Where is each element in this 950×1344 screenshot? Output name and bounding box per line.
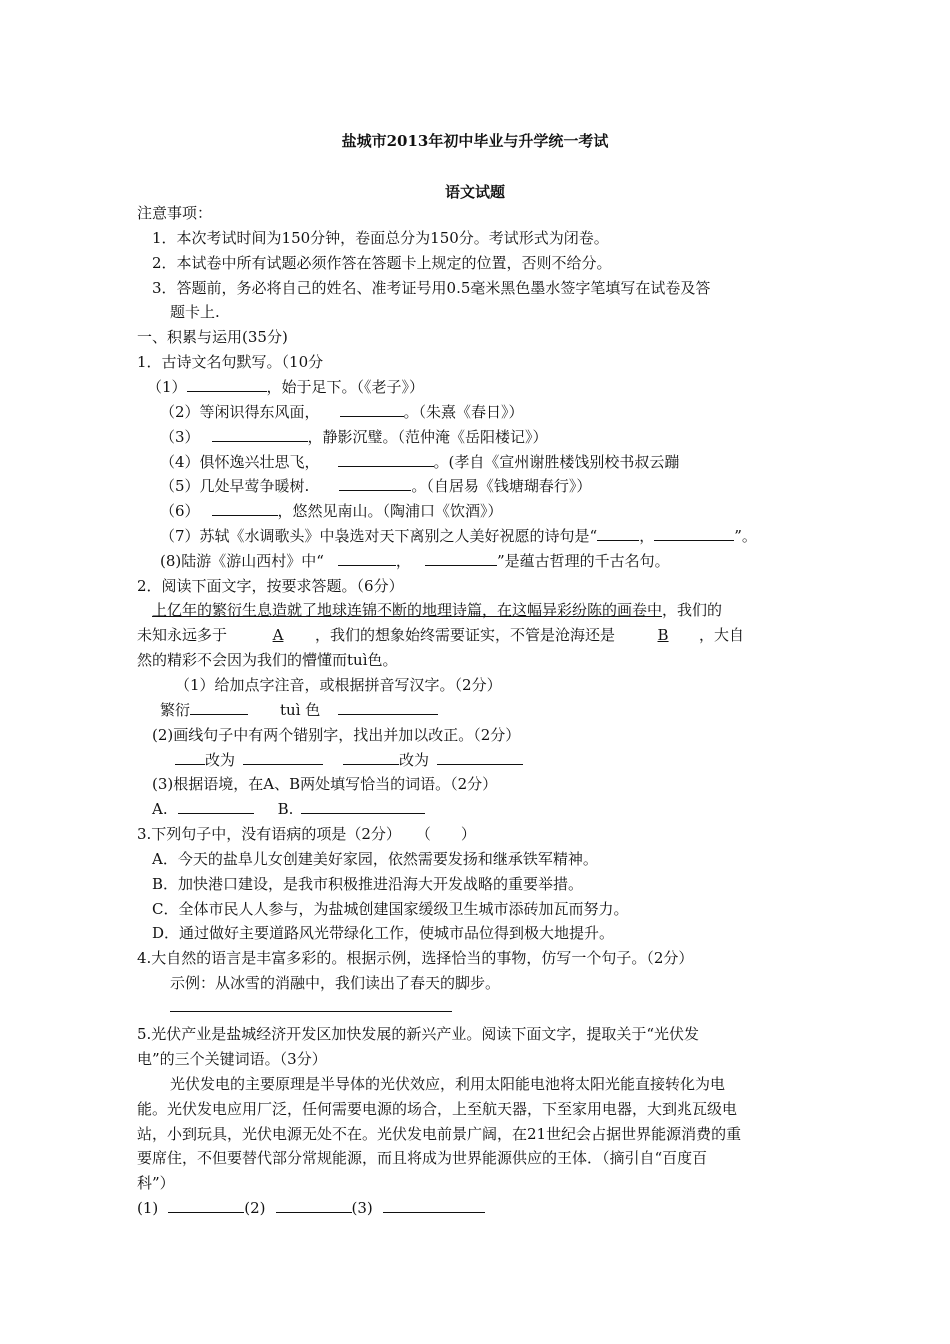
q1-text: ，始于足下。（《老子》） xyxy=(266,378,425,396)
notice-item: 2．本试卷中所有试题必须作答在答题卡上规定的位置，否则不给分。 xyxy=(152,254,612,272)
q5-passage-line: 要席住，不但要替代部分常规能源，而且将成为世界能源供应的王体．（摘引自“百度百 xyxy=(137,1149,708,1167)
page-subtitle: 语文试题 xyxy=(444,183,505,201)
answer-blank[interactable] xyxy=(338,551,396,566)
notice-item: 3．答题前，务必将自己的姓名、准考证号用0.5毫米黑色墨水签字笔填写在试卷及答 xyxy=(152,279,711,297)
blank-b[interactable]: B xyxy=(657,626,669,644)
page-title: 盐城市2013年初中毕业与升学统一考试 xyxy=(341,132,609,150)
q1-text: ，静影沉璧。（范仲淹《岳阳楼记》） xyxy=(307,428,548,446)
question-5-stem: 电”的三个关键词语。（3分） xyxy=(137,1050,327,1068)
q1-line-2 xyxy=(160,402,524,422)
q1-text: (8)陆游《游山西村》中“ xyxy=(160,552,324,570)
q2-passage-text: ，大自 xyxy=(699,626,745,644)
notice-item: 1．本次考试时间为150分钟，卷面总分为150分。考试形式为闭卷。 xyxy=(152,229,609,247)
answer-blank[interactable] xyxy=(343,750,399,765)
q5-passage-line: 能。光伏发电应用厂泛，任何需要电源的场合，上至航天器，下至家用电器，大到兆瓦级电 xyxy=(137,1100,738,1118)
answer-blank[interactable] xyxy=(178,799,254,814)
q1-line-5 xyxy=(160,476,591,496)
q3-option[interactable]: B．加快港口建设，是我市积极推进沿海大开发战略的重要举措。 xyxy=(152,875,584,893)
answer-blank[interactable] xyxy=(175,750,205,765)
underlined-sentence: 上亿年的繁衍生息造就了地球连锦不断的地理诗篇，在这幅异彩纷陈的画卷中 xyxy=(152,601,663,619)
answer-blank[interactable] xyxy=(243,750,323,765)
q1-text: （3） xyxy=(160,428,200,446)
q2-passage-line-3: 然的精彩不会因为我们的懵懂而tuì色。 xyxy=(137,651,398,669)
q1-text: ， xyxy=(395,552,411,570)
q2-sub1-answers xyxy=(160,700,438,720)
q2-passage-text: 未知永远多于 xyxy=(137,626,228,644)
q1-text: ”。 xyxy=(734,527,757,545)
pinyin-prompt: tuì 色 xyxy=(280,701,321,719)
answer-blank[interactable] xyxy=(654,526,734,541)
q1-line-1 xyxy=(147,377,424,397)
q1-text: ”是蕴古哲理的千古名句。 xyxy=(496,552,670,570)
q1-line-7 xyxy=(160,526,757,546)
answer-blank[interactable] xyxy=(212,427,308,442)
answer-blank[interactable] xyxy=(383,1198,485,1213)
option-label: B. xyxy=(277,800,294,818)
answer-blank[interactable] xyxy=(212,501,278,516)
q5-passage-line: 科”） xyxy=(137,1174,175,1192)
answer-blank[interactable] xyxy=(597,526,639,541)
q1-text: 。(孝自《宣州谢胜楼饯别校书叔云蹦 xyxy=(433,453,680,471)
q1-line-6 xyxy=(160,501,503,521)
q1-text: （6） xyxy=(160,502,200,520)
q1-text: （5）几处早莺争暖树. xyxy=(160,477,310,495)
answer-blank[interactable] xyxy=(338,452,434,467)
q4-example: 示例：从冰雪的消融中，我们读出了春天的脚步。 xyxy=(170,974,501,992)
question-4-stem: 4.大自然的语言是丰富多彩的。根据示例，选择恰当的事物，仿写一个句子。（2分） xyxy=(137,949,694,967)
q2-passage-text: ，我们的 xyxy=(662,601,723,619)
q1-line-8 xyxy=(160,551,670,571)
q2-passage-line-1 xyxy=(152,600,722,620)
q2-sub2-answers xyxy=(175,750,523,770)
question-2-stem: 2．阅读下面文字，按要求答题。（6分） xyxy=(137,577,404,595)
q1-text: ，悠然见南山。（陶浦口《饮酒》） xyxy=(277,502,503,520)
question-3-stem: 3.下列句子中，没有语病的项是（2分） （ ） xyxy=(137,825,476,843)
option-label: A. xyxy=(152,800,168,818)
q1-text: 。（朱熹《春日》） xyxy=(403,403,524,421)
question-5-stem: 5.光伏产业是盐城经济开发区加快发展的新兴产业。阅读下面文字，提取关于“光伏发 xyxy=(137,1025,699,1043)
section-heading: 一、积累与运用(35分) xyxy=(137,328,288,346)
q2-sub3-answers xyxy=(152,799,425,819)
q5-passage-line: 光伏发电的主要原理是半导体的光伏效应，利用太阳能电池将太阳光能直接转化为电 xyxy=(170,1075,726,1093)
q2-passage-text: ，我们的想象始终需要证实，不管是沧海还是 xyxy=(315,626,616,644)
answer-blank[interactable] xyxy=(340,402,404,417)
change-label: 改为 xyxy=(205,751,236,769)
answer-blank[interactable] xyxy=(187,377,267,392)
q1-line-3 xyxy=(160,427,548,447)
notice-heading: 注意事项： xyxy=(137,204,213,222)
q3-option[interactable]: A．今天的盐阜儿女创建美好家园，依然需要发扬和继承铁军精神。 xyxy=(152,850,598,868)
answer-blank[interactable] xyxy=(276,1198,352,1213)
answer-blank[interactable] xyxy=(425,551,497,566)
q2-subquestion-1: （1）给加点字注音，或根据拼音写汉字。（2分） xyxy=(175,676,502,694)
change-label: 改为 xyxy=(399,751,430,769)
q1-text: 。（自居易《钱塘瑚春行》） xyxy=(411,477,592,495)
answer-blank[interactable] xyxy=(437,750,523,765)
answer-blank[interactable] xyxy=(190,700,248,715)
q2-subquestion-3: (3)根据语境，在A、B两处填写恰当的词语。（2分） xyxy=(152,775,498,793)
answer-number: (1) xyxy=(137,1199,159,1217)
answer-blank[interactable] xyxy=(338,700,438,715)
notice-item: 题卡上. xyxy=(170,303,220,321)
q2-subquestion-2: (2)画线句子中有两个错别字，找出并加以改正。（2分） xyxy=(152,726,521,744)
answer-line[interactable] xyxy=(170,1011,452,1012)
blank-a[interactable]: A xyxy=(272,626,284,644)
q5-passage-line: 站，小到玩具，光伏电源无处不在。光伏发电前景广阔，在21世纪会占据世界能源消费的重 xyxy=(137,1125,742,1143)
q1-line-4 xyxy=(160,452,679,472)
q3-option[interactable]: C．全体市民人人参与，为盐城创建国家缓级卫生城市添砖加瓦而努力。 xyxy=(152,900,629,918)
q1-text: （1） xyxy=(147,378,187,396)
question-1-stem: 1．古诗文名句默写。（10分 xyxy=(137,353,324,371)
q1-text: （7）苏轼《水调歌头》中袅选对天下离别之人美好祝愿的诗句是“ xyxy=(160,527,598,545)
q1-text: （2）等闲识得东风面， xyxy=(160,403,320,421)
q2-passage-line-2 xyxy=(137,625,744,645)
q1-text: ， xyxy=(639,527,655,545)
answer-blank[interactable] xyxy=(168,1198,244,1213)
answer-number: (2) xyxy=(244,1199,266,1217)
answer-blank[interactable] xyxy=(339,476,411,491)
dotted-word: 繁衍 xyxy=(160,701,191,719)
q5-answers xyxy=(137,1198,485,1218)
answer-number: (3) xyxy=(351,1199,373,1217)
answer-blank[interactable] xyxy=(301,799,425,814)
q1-text: （4）俱怀逸兴壮思飞， xyxy=(160,453,320,471)
q3-option[interactable]: D．通过做好主要道路风光带绿化工作，使城市品位得到极大地提升。 xyxy=(152,924,615,942)
